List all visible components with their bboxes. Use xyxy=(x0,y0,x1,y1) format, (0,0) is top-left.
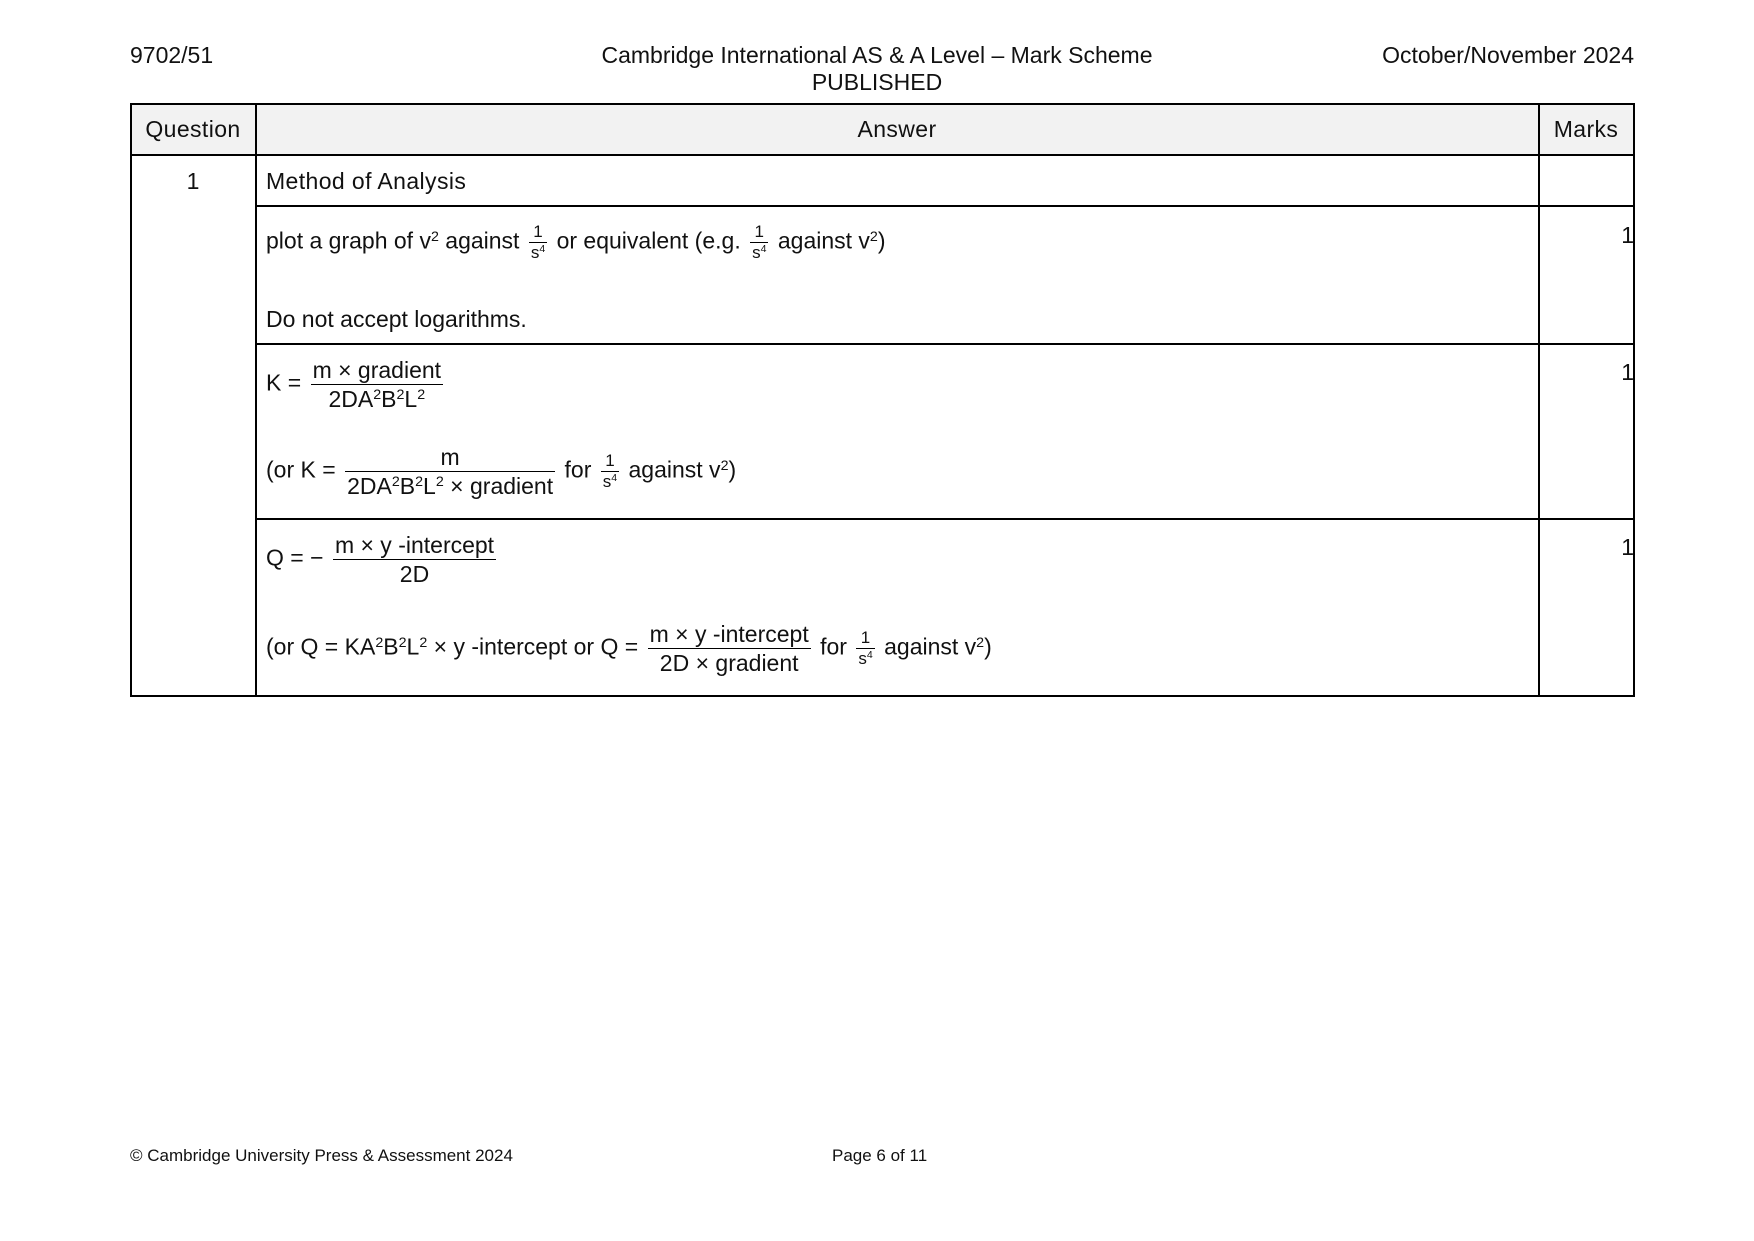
marks-value: 1 xyxy=(1621,534,1634,560)
fraction xyxy=(648,620,811,677)
answer-line-graph xyxy=(266,222,886,263)
fraction-denominator xyxy=(601,472,619,492)
marks-value: 1 xyxy=(1621,222,1634,248)
header-divider xyxy=(130,154,1635,156)
table-border-top xyxy=(130,103,1635,105)
column-divider xyxy=(1538,103,1540,696)
denominator-base: s xyxy=(752,243,761,262)
denominator-base: s xyxy=(530,243,540,262)
equation-text: × y -intercept xyxy=(427,633,568,660)
fraction-numerator: 1 xyxy=(750,222,768,243)
superscript: 2 xyxy=(417,387,426,404)
equation-lhs: K = xyxy=(300,456,336,483)
fraction-numerator: m × y -intercept xyxy=(649,621,809,647)
answer-text: or xyxy=(573,633,595,660)
denominator-text: L xyxy=(404,386,418,412)
equation-lhs: K = xyxy=(266,369,302,396)
marks-value: 1 xyxy=(1621,359,1634,385)
denominator-text: 2DA xyxy=(347,473,392,499)
column-header-answer: Answer xyxy=(857,116,937,142)
equation-k xyxy=(266,356,446,413)
superscript: 2 xyxy=(373,387,382,404)
column-header-question: Question xyxy=(145,116,241,142)
answer-text: ) xyxy=(984,633,992,660)
fraction-numerator: 1 xyxy=(601,451,619,472)
table-border-bottom xyxy=(130,695,1635,697)
superscript: 2 xyxy=(391,474,400,491)
fraction-one-over-s4 xyxy=(750,222,768,263)
superscript: 2 xyxy=(396,387,405,404)
fraction-numerator: m × y -intercept xyxy=(334,532,495,558)
denominator-base: s xyxy=(602,472,612,491)
row-divider xyxy=(255,343,1635,345)
fraction-denominator: 2D xyxy=(399,561,430,587)
equation-k-alternative xyxy=(266,443,736,500)
superscript: 4 xyxy=(760,243,767,256)
answer-text: plot a graph of v xyxy=(266,227,431,254)
equation-text: Q = KA xyxy=(300,633,376,660)
row-divider xyxy=(255,205,1635,207)
answer-text: against xyxy=(438,227,520,254)
fraction-denominator xyxy=(856,649,874,669)
superscript: 4 xyxy=(539,243,546,256)
denominator-text: × gradient xyxy=(443,473,554,499)
mark-scheme-title: Cambridge International AS & A Level – Mark Scheme xyxy=(601,42,1153,68)
answer-text: against v xyxy=(884,633,977,660)
fraction-numerator: m xyxy=(345,443,555,472)
exam-session: October/November 2024 xyxy=(1382,42,1634,68)
answer-text: against v xyxy=(777,227,870,254)
fraction-denominator xyxy=(311,385,444,413)
fraction-one-over-s4 xyxy=(529,222,547,263)
superscript: 2 xyxy=(375,634,384,651)
fraction-numerator: 1 xyxy=(856,628,874,649)
fraction-numerator: 1 xyxy=(529,222,547,243)
fraction xyxy=(345,443,555,500)
answer-text: or equivalent (e.g. xyxy=(556,227,741,254)
paper-code: 9702/51 xyxy=(130,42,214,68)
question-number: 1 xyxy=(186,168,200,194)
equation-q-alternative xyxy=(266,620,992,677)
superscript: 2 xyxy=(419,634,428,651)
superscript: 2 xyxy=(430,228,439,245)
answer-text: against v xyxy=(628,456,721,483)
equation-text: B xyxy=(383,633,399,660)
column-divider xyxy=(255,103,257,696)
equation-text: L xyxy=(406,633,420,660)
superscript: 2 xyxy=(398,634,407,651)
table-border-right xyxy=(1633,103,1635,696)
equation-lhs: Q = xyxy=(600,633,639,660)
answer-note: Do not accept logarithms. xyxy=(266,306,527,332)
published-label: PUBLISHED xyxy=(811,69,943,95)
fraction xyxy=(333,531,496,588)
equation-lhs: Q = − xyxy=(266,544,324,571)
column-header-marks: Marks xyxy=(1553,116,1619,142)
fraction-denominator xyxy=(345,472,555,500)
denominator-base: s xyxy=(858,649,867,668)
superscript: 2 xyxy=(869,228,878,245)
answer-text: (or xyxy=(266,633,295,660)
fraction xyxy=(311,356,444,413)
fraction-numerator: m × gradient xyxy=(312,357,442,383)
denominator-text: L xyxy=(423,473,436,499)
answer-text: ) xyxy=(728,456,737,483)
fraction-one-over-s4 xyxy=(856,628,874,669)
fraction-denominator xyxy=(529,243,547,263)
answer-text: (or xyxy=(266,456,295,483)
row-divider xyxy=(255,518,1635,520)
fraction-denominator xyxy=(750,243,768,263)
answer-text: for xyxy=(564,456,592,483)
superscript: 2 xyxy=(720,457,729,474)
denominator-text: 2DA xyxy=(328,386,374,412)
superscript: 4 xyxy=(866,649,873,662)
superscript: 2 xyxy=(415,474,424,491)
fraction-denominator: 2D × gradient xyxy=(659,650,799,676)
denominator-text: B xyxy=(381,386,397,412)
denominator-text: B xyxy=(399,473,416,499)
superscript: 4 xyxy=(611,472,618,485)
fraction-one-over-s4 xyxy=(601,451,619,492)
superscript: 2 xyxy=(435,474,444,491)
copyright-notice: © Cambridge University Press & Assessment 2024 xyxy=(130,1146,513,1165)
page-number: Page 6 of 11 xyxy=(832,1146,928,1165)
answer-text: ) xyxy=(877,227,886,254)
answer-text: for xyxy=(820,633,847,660)
section-title: Method of Analysis xyxy=(266,168,467,194)
equation-q xyxy=(266,531,499,588)
superscript: 2 xyxy=(976,634,985,651)
